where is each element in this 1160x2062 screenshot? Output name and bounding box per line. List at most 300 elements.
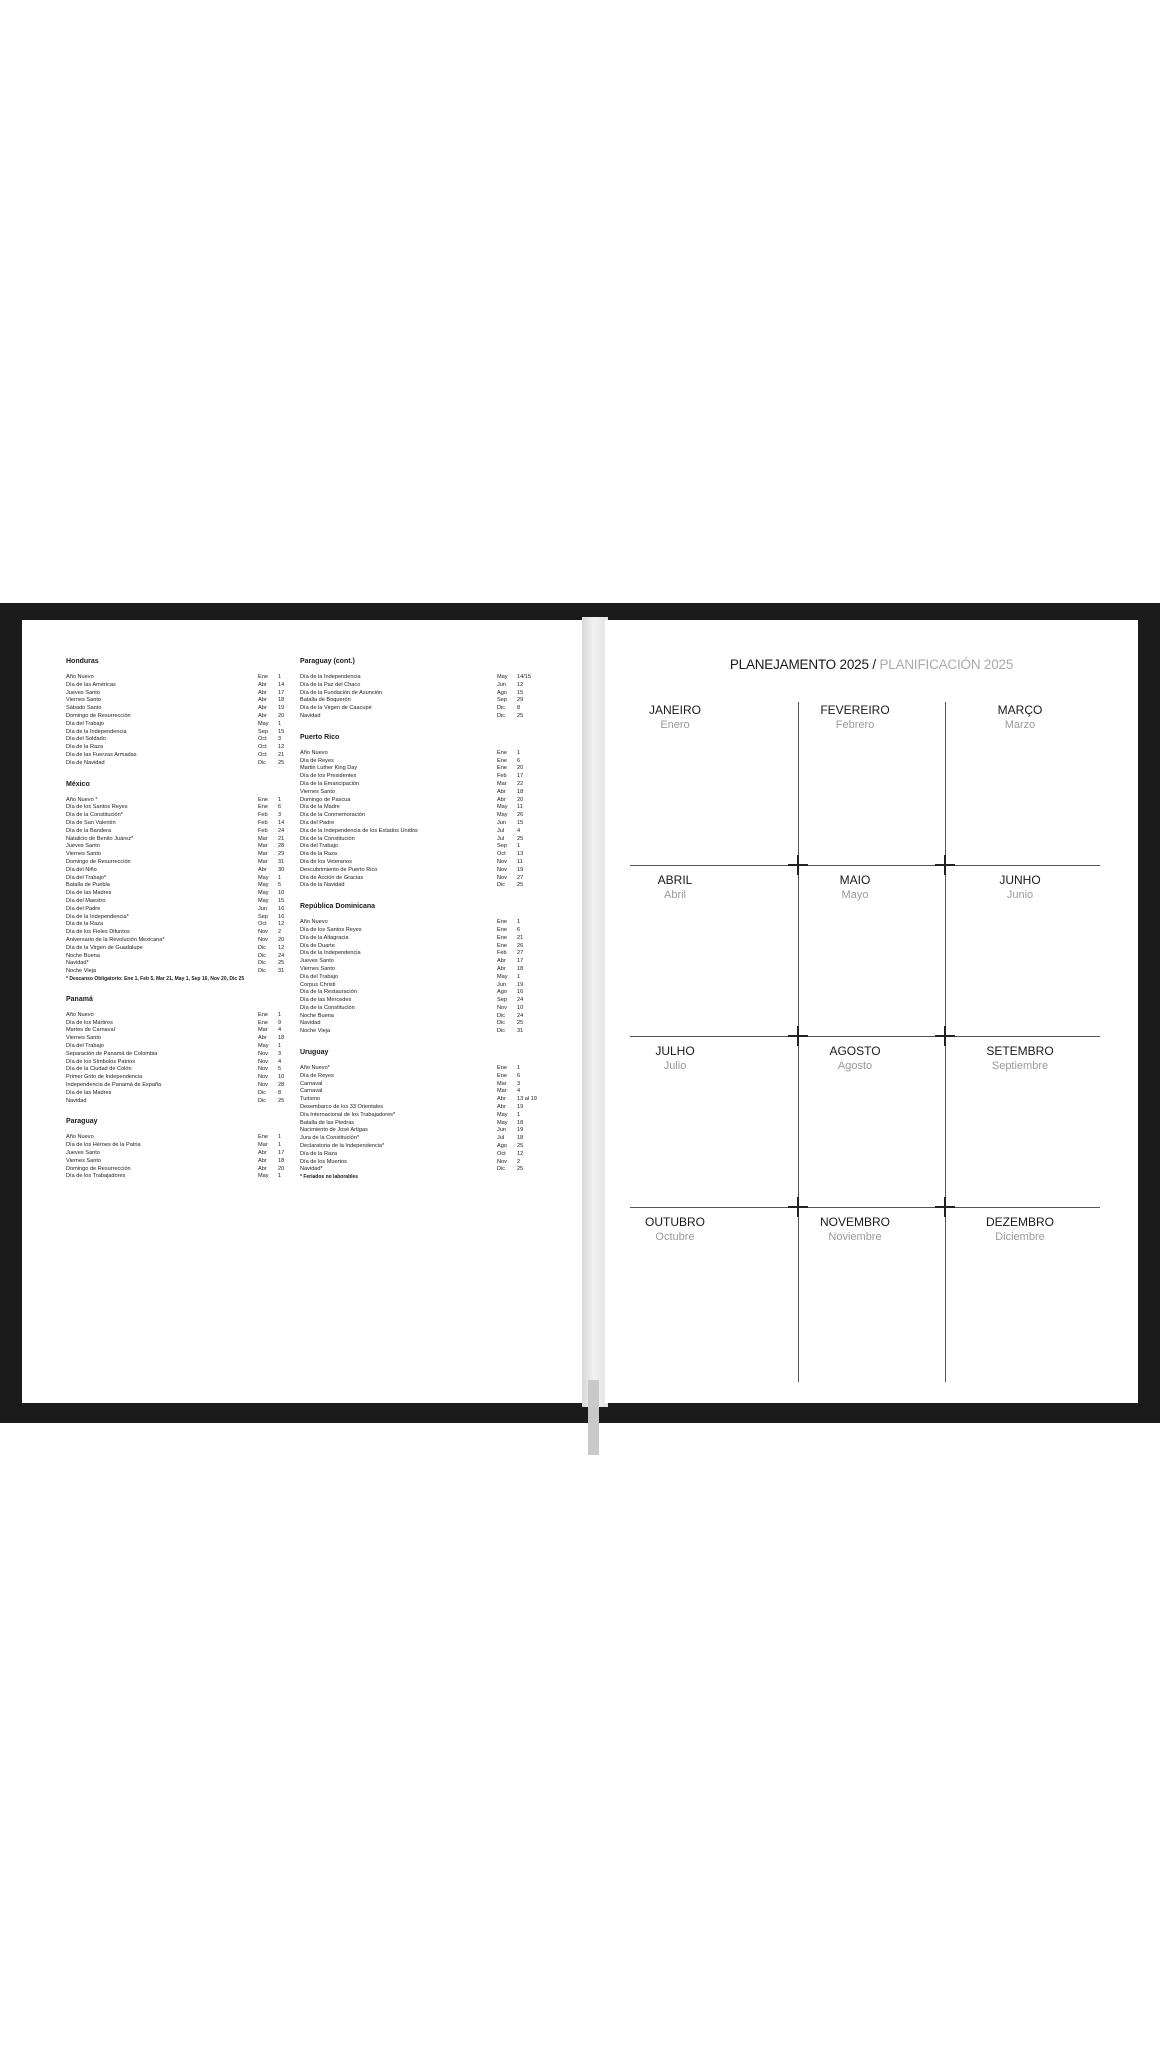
holiday-day: 25 bbox=[517, 1143, 524, 1150]
month-name-pt: MAIO bbox=[839, 873, 871, 887]
holiday-day: 6 bbox=[517, 926, 521, 933]
holiday-name: Noche Buena bbox=[66, 952, 100, 959]
holiday-name: Día de la Independencia de los Estados Unidos bbox=[300, 827, 418, 834]
holiday-name: Día del Padre bbox=[300, 819, 335, 826]
holiday-day: 24 bbox=[278, 827, 285, 834]
holiday-name: Día de la Ciudad de Colón bbox=[66, 1066, 132, 1073]
holiday-month: Mar bbox=[258, 851, 268, 858]
holiday-row bbox=[66, 760, 296, 768]
holiday-name: Día del Trabajo bbox=[300, 843, 338, 850]
holiday-row bbox=[66, 953, 296, 961]
holiday-name: Martin Luther King Day bbox=[300, 765, 358, 772]
holiday-name: Domingo de Resurrección bbox=[66, 858, 131, 865]
holiday-day: 2 bbox=[278, 929, 282, 936]
holiday-row bbox=[300, 1013, 535, 1021]
holiday-name: Descubrimiento de Puerto Rico bbox=[300, 866, 378, 873]
holiday-name: Día de los Fieles Difuntos bbox=[66, 929, 130, 936]
holiday-month: Oct bbox=[258, 751, 267, 758]
holiday-name: Día de la Raza bbox=[66, 744, 104, 751]
holiday-month: Mar bbox=[497, 1080, 507, 1087]
country-title: Honduras bbox=[66, 658, 99, 665]
holiday-row bbox=[66, 1166, 296, 1174]
holiday-name: Día de los Muertos bbox=[300, 1158, 347, 1165]
holiday-row bbox=[300, 804, 535, 812]
month-name-es: Abril bbox=[663, 889, 686, 901]
holiday-name: Jueves Santo bbox=[66, 689, 100, 696]
holiday-month: May bbox=[497, 804, 508, 811]
holiday-row bbox=[66, 937, 296, 945]
holiday-row bbox=[66, 960, 296, 968]
holiday-name: Día de los Trabajadores bbox=[66, 1173, 126, 1180]
holiday-day: 20 bbox=[517, 765, 524, 772]
holiday-day: 8 bbox=[278, 1089, 282, 1096]
holiday-month: Ene bbox=[258, 804, 268, 811]
holiday-month: Dic bbox=[258, 944, 267, 951]
holiday-month: Jul bbox=[497, 827, 505, 834]
month-name-es: Diciembre bbox=[995, 1231, 1045, 1243]
holiday-row bbox=[66, 721, 296, 729]
holiday-month: Dic bbox=[258, 960, 267, 967]
holiday-month: Abr bbox=[258, 705, 267, 712]
holiday-row bbox=[300, 989, 535, 997]
holiday-row bbox=[66, 1150, 296, 1158]
holiday-day: 29 bbox=[278, 851, 285, 858]
holiday-name: Declaratoria de la Independencia* bbox=[300, 1143, 385, 1150]
holiday-row bbox=[66, 929, 296, 937]
holiday-name: Día Internacional de los Trabajadores* bbox=[300, 1111, 396, 1118]
holiday-month: May bbox=[497, 1111, 508, 1118]
holiday-month: May bbox=[258, 874, 269, 881]
holiday-row bbox=[66, 752, 296, 760]
holiday-name: Día de la Independencia bbox=[300, 674, 361, 680]
holiday-month: Nov bbox=[258, 1050, 268, 1057]
holiday-day: 1 bbox=[278, 1142, 282, 1149]
holiday-name: Día de Duarte bbox=[300, 942, 335, 949]
holiday-name: Navidad* bbox=[300, 1166, 323, 1173]
holiday-day: 13 bbox=[517, 851, 524, 858]
holiday-day: 18 bbox=[278, 1035, 285, 1042]
holiday-row bbox=[66, 1020, 296, 1028]
holiday-name: Viernes Santo bbox=[66, 1157, 102, 1164]
month-cell bbox=[945, 702, 1095, 732]
holiday-month: Ene bbox=[497, 942, 507, 949]
grid-divider-horizontal bbox=[630, 865, 1100, 866]
holiday-name: Año Nuevo bbox=[66, 1134, 94, 1141]
holiday-name: Día de la Raza bbox=[66, 921, 104, 928]
holiday-name: Natalicio de Benito Juárez* bbox=[66, 835, 134, 842]
holiday-row bbox=[300, 773, 535, 781]
holiday-name: Día de la Independencia bbox=[300, 950, 361, 957]
holiday-row bbox=[300, 765, 535, 773]
holiday-name: Año Nuevo bbox=[66, 674, 94, 680]
holiday-month: May bbox=[497, 973, 508, 980]
holiday-row bbox=[66, 705, 296, 713]
holiday-name: Día del Niño bbox=[66, 866, 97, 873]
holiday-month: Nov bbox=[258, 1058, 268, 1065]
holiday-row bbox=[300, 843, 535, 851]
month-cell bbox=[945, 1214, 1095, 1244]
holiday-name: Día de las Américas bbox=[66, 681, 116, 688]
holiday-name: Domingo de Resurrección bbox=[66, 712, 131, 719]
holiday-note: * Descanso Obligatorio: Ene 1, Feb 5, Mar 21, May 1, Sep 16, Nov 20, Dic 25 bbox=[66, 975, 245, 982]
holiday-month: Nov bbox=[497, 866, 507, 873]
holiday-day: 15 bbox=[517, 689, 524, 696]
holiday-day: 27 bbox=[517, 950, 524, 957]
holiday-name: Aniversario de la Revolución Mexicana* bbox=[66, 936, 165, 943]
holiday-name: Nacimiento de José Artigas bbox=[300, 1127, 368, 1134]
holiday-day: 8 bbox=[517, 705, 521, 712]
holiday-month: Abr bbox=[497, 958, 506, 965]
holiday-section bbox=[66, 1117, 296, 1181]
holiday-row bbox=[300, 789, 535, 797]
holiday-day: 1 bbox=[278, 1011, 282, 1018]
holiday-day: 20 bbox=[517, 796, 524, 803]
holiday-day: 14/15 bbox=[517, 674, 531, 680]
holiday-row bbox=[66, 1027, 296, 1035]
month-name-es: Septiembre bbox=[991, 1060, 1049, 1072]
holiday-month: Abr bbox=[258, 1150, 267, 1157]
holiday-row bbox=[66, 674, 296, 682]
holiday-name: Día de los Héroes de la Patria bbox=[66, 1142, 141, 1149]
holiday-name: Batalla de Puebla bbox=[66, 882, 110, 889]
holiday-name: Año Nuevo bbox=[66, 1011, 94, 1018]
holiday-row bbox=[300, 1166, 535, 1174]
holiday-name: Domingo de Resurrección bbox=[66, 1165, 131, 1172]
holiday-month: Mar bbox=[497, 1088, 507, 1095]
holiday-name: Jueves Santo bbox=[300, 958, 334, 965]
holiday-month: Oct bbox=[258, 744, 267, 751]
holiday-name: Viernes Santo bbox=[300, 788, 336, 795]
holiday-row bbox=[300, 674, 535, 682]
holiday-month: Abr bbox=[258, 866, 267, 873]
holiday-name: Día de Reyes bbox=[300, 757, 334, 764]
holiday-name: Día de la Virgen de Guadalupe bbox=[66, 944, 143, 951]
month-name-pt: ABRIL bbox=[657, 873, 693, 887]
holiday-month: Jun bbox=[497, 681, 507, 688]
holiday-day: 17 bbox=[517, 958, 524, 965]
holiday-row bbox=[66, 1051, 296, 1059]
holiday-row bbox=[66, 682, 296, 690]
holiday-month: May bbox=[258, 1173, 269, 1180]
holiday-month: Mar bbox=[497, 780, 507, 787]
holiday-month: Nov bbox=[497, 1004, 507, 1011]
holiday-row bbox=[300, 974, 535, 982]
holiday-row bbox=[66, 713, 296, 721]
holiday-day: 17 bbox=[517, 773, 524, 780]
holiday-row bbox=[300, 1096, 535, 1104]
month-cell bbox=[600, 1214, 750, 1244]
holiday-month: Ene bbox=[258, 1011, 268, 1018]
holiday-name: Jura de la Constitución* bbox=[300, 1135, 360, 1142]
holiday-month: Sep bbox=[497, 843, 507, 850]
holiday-name: Día del Trabajo bbox=[66, 1043, 104, 1050]
holiday-day: 20 bbox=[278, 1165, 285, 1172]
holiday-day: 22 bbox=[517, 780, 524, 787]
holiday-month: Dic bbox=[497, 1012, 506, 1019]
month-cell bbox=[945, 872, 1095, 902]
holiday-month: Ene bbox=[497, 749, 507, 756]
holiday-name: Día de la Virgen de Caacupé bbox=[300, 705, 372, 712]
holiday-month: Nov bbox=[497, 874, 507, 881]
holiday-section bbox=[66, 780, 296, 983]
holiday-name: Primer Grito de Independencia bbox=[66, 1074, 143, 1081]
holiday-name: Navidad bbox=[300, 1020, 321, 1027]
month-name-es: Agosto bbox=[837, 1060, 873, 1072]
holiday-day: 18 bbox=[517, 1119, 524, 1126]
holiday-day: 3 bbox=[278, 812, 282, 819]
holiday-day: 3 bbox=[278, 1050, 282, 1057]
holiday-row bbox=[300, 690, 535, 698]
month-name-es: Octubre bbox=[655, 1231, 695, 1243]
holiday-name: Noche Vieja bbox=[66, 968, 97, 975]
holiday-row bbox=[300, 1120, 535, 1128]
holiday-row bbox=[300, 1143, 535, 1151]
holiday-name: Día de los Santos Reyes bbox=[300, 926, 362, 933]
holiday-name: Día de la Navidad bbox=[300, 882, 345, 889]
holiday-name: Día de los Veteranos bbox=[300, 858, 352, 865]
holiday-day: 4 bbox=[517, 1088, 521, 1095]
holiday-month: May bbox=[258, 897, 269, 904]
holiday-name: Día de la Paz del Chaco bbox=[300, 681, 361, 688]
holiday-month: Mar bbox=[258, 843, 268, 850]
holiday-month: Oct bbox=[497, 851, 506, 858]
holiday-row bbox=[300, 958, 535, 966]
holiday-month: Dic bbox=[258, 759, 267, 766]
month-name-pt: OUTUBRO bbox=[645, 1215, 705, 1229]
grid-divider-horizontal bbox=[630, 1036, 1100, 1037]
holiday-day: 5 bbox=[278, 882, 282, 889]
holiday-day: 20 bbox=[278, 936, 285, 943]
holiday-row bbox=[66, 1059, 296, 1067]
holiday-day: 19 bbox=[517, 981, 524, 988]
holiday-row bbox=[300, 812, 535, 820]
holiday-month: May bbox=[258, 1043, 269, 1050]
holiday-day: 12 bbox=[278, 921, 285, 928]
holiday-day: 26 bbox=[517, 942, 524, 949]
holiday-name: Día de San Valentín bbox=[66, 819, 116, 826]
holiday-name: Día de la Constitución bbox=[300, 1004, 355, 1011]
holiday-row bbox=[66, 736, 296, 744]
holiday-name: Día de los Presidentes bbox=[300, 773, 357, 780]
holiday-day: 25 bbox=[278, 1097, 285, 1104]
holiday-row bbox=[66, 914, 296, 922]
holiday-day: 13 al 19 bbox=[517, 1096, 537, 1103]
holiday-day: 17 bbox=[278, 689, 285, 696]
holiday-row bbox=[66, 1035, 296, 1043]
holiday-day: 24 bbox=[278, 952, 285, 959]
holiday-row bbox=[66, 843, 296, 851]
holiday-row bbox=[66, 820, 296, 828]
holiday-row bbox=[300, 836, 535, 844]
holiday-row bbox=[66, 1082, 296, 1090]
holiday-name: Año Nuevo bbox=[300, 749, 328, 756]
month-cell bbox=[945, 1043, 1095, 1073]
holiday-row bbox=[66, 882, 296, 890]
holiday-row bbox=[66, 828, 296, 836]
holiday-row bbox=[66, 812, 296, 820]
holiday-name: Independencia de Panamá de España bbox=[66, 1082, 162, 1089]
holiday-day: 1 bbox=[517, 749, 521, 756]
holiday-month: Ene bbox=[497, 934, 507, 941]
holiday-day: 1 bbox=[517, 1111, 521, 1118]
month-name-es: Febrero bbox=[835, 719, 875, 731]
holiday-month: Nov bbox=[258, 1082, 268, 1089]
holidays-page bbox=[22, 620, 585, 1403]
month-name-es: Junio bbox=[1006, 889, 1034, 901]
holiday-row bbox=[300, 882, 535, 890]
holiday-row bbox=[300, 1073, 535, 1081]
holiday-row bbox=[66, 729, 296, 737]
holiday-month: Abr bbox=[497, 965, 506, 972]
holiday-day: 1 bbox=[517, 1065, 521, 1072]
holiday-month: Mar bbox=[258, 858, 268, 865]
holidays-column-b bbox=[300, 657, 535, 1193]
holiday-row bbox=[300, 705, 535, 713]
holiday-name: Día de Navidad bbox=[66, 759, 105, 766]
holiday-month: Feb bbox=[497, 773, 507, 780]
holiday-name: Jueves Santo bbox=[66, 843, 100, 850]
holiday-month: Nov bbox=[258, 929, 268, 936]
holiday-row bbox=[300, 966, 535, 974]
holiday-month: Dic bbox=[497, 1166, 506, 1173]
holiday-name: Día de la Constitución bbox=[300, 835, 355, 842]
holiday-day: 4 bbox=[517, 827, 521, 834]
holiday-name: Día de la Independencia bbox=[66, 728, 127, 735]
holiday-month: Abr bbox=[497, 1096, 506, 1103]
holiday-day: 5 bbox=[278, 1066, 282, 1073]
holiday-row bbox=[66, 945, 296, 953]
holiday-row bbox=[66, 697, 296, 705]
holiday-month: Sep bbox=[497, 697, 507, 704]
holiday-month: Dic bbox=[258, 952, 267, 959]
holiday-name: Día del Padre bbox=[66, 905, 101, 912]
holiday-name: Día de la Independencia* bbox=[66, 913, 129, 920]
holiday-month: Oct bbox=[258, 736, 267, 743]
holiday-month: Abr bbox=[258, 689, 267, 696]
holiday-month: Abr bbox=[258, 1157, 267, 1164]
holiday-day: 3 bbox=[278, 736, 282, 743]
holiday-day: 6 bbox=[517, 757, 521, 764]
holiday-month: Abr bbox=[497, 796, 506, 803]
holiday-day: 19 bbox=[517, 1104, 524, 1111]
holiday-name: Día del Trabajo bbox=[66, 720, 104, 727]
holiday-month: Jun bbox=[497, 819, 507, 826]
holiday-day: 16 bbox=[278, 905, 285, 912]
month-name-pt: AGOSTO bbox=[829, 1044, 881, 1058]
holiday-row bbox=[300, 697, 535, 705]
holiday-row bbox=[66, 859, 296, 867]
holiday-row bbox=[300, 851, 535, 859]
holiday-row bbox=[66, 1043, 296, 1051]
holiday-day: 16 bbox=[517, 989, 524, 996]
holiday-day: 31 bbox=[278, 968, 285, 975]
holiday-day: 21 bbox=[517, 934, 524, 941]
holiday-day: 20 bbox=[278, 712, 285, 719]
holiday-section bbox=[300, 902, 535, 1036]
holiday-day: 16 bbox=[278, 913, 285, 920]
holiday-name: Día del Maestro bbox=[66, 897, 106, 904]
holiday-row bbox=[300, 927, 535, 935]
month-cell bbox=[600, 1043, 750, 1073]
holiday-row bbox=[66, 797, 296, 805]
holiday-month: Abr bbox=[258, 697, 267, 704]
holiday-month: Ene bbox=[258, 1134, 268, 1141]
holiday-day: 18 bbox=[517, 1135, 524, 1142]
planning-title-pt: PLANEJAMENTO 2025 bbox=[729, 657, 869, 672]
holiday-section bbox=[300, 657, 535, 721]
holiday-day: 12 bbox=[278, 744, 285, 751]
holiday-row bbox=[66, 690, 296, 698]
holiday-name: Día de la Bandera bbox=[66, 827, 112, 834]
holiday-day: 1 bbox=[278, 1043, 282, 1050]
holiday-month: Nov bbox=[497, 1158, 507, 1165]
holiday-day: 18 bbox=[278, 1157, 285, 1164]
holiday-month: Jun bbox=[497, 1127, 507, 1134]
country-title: Uruguay bbox=[300, 1049, 329, 1057]
holiday-month: Ene bbox=[497, 919, 507, 926]
holiday-month: Dic bbox=[497, 882, 506, 889]
holiday-row bbox=[300, 1159, 535, 1167]
holiday-month: May bbox=[258, 882, 269, 889]
holiday-month: May bbox=[258, 720, 269, 727]
month-name-pt: SETEMBRO bbox=[986, 1044, 1054, 1058]
holiday-name: Desembarco de los 33 Orientales bbox=[300, 1104, 384, 1111]
month-cell bbox=[780, 872, 930, 902]
holiday-row bbox=[300, 875, 535, 883]
holiday-name: Día de las Mercedes bbox=[300, 997, 352, 1004]
holiday-name: Día de la Conmemoración bbox=[300, 812, 365, 819]
holiday-name: Día de la Altagracia bbox=[300, 934, 349, 941]
holiday-month: May bbox=[497, 1119, 508, 1126]
holiday-name: Año Nuevo* bbox=[300, 1065, 330, 1072]
holiday-day: 25 bbox=[517, 1020, 524, 1027]
holiday-row bbox=[66, 890, 296, 898]
holiday-name: Batalla de las Piedras bbox=[300, 1119, 355, 1126]
holiday-day: 12 bbox=[517, 681, 524, 688]
holiday-day: 24 bbox=[517, 997, 524, 1004]
holiday-name: Turismo bbox=[300, 1096, 320, 1103]
holiday-row bbox=[300, 982, 535, 990]
holiday-month: Sep bbox=[258, 728, 268, 735]
country-title: República Dominicana bbox=[300, 903, 376, 911]
month-name-es: Julio bbox=[663, 1060, 687, 1072]
holiday-month: Dic bbox=[258, 968, 267, 975]
holiday-day: 4 bbox=[278, 1027, 282, 1034]
holiday-month: Abr bbox=[258, 1165, 267, 1172]
holiday-row bbox=[300, 682, 535, 690]
holiday-row bbox=[300, 1088, 535, 1096]
holiday-month: Mar bbox=[258, 1027, 268, 1034]
holiday-day: 21 bbox=[278, 835, 285, 842]
holiday-name: Año Nuevo * bbox=[66, 796, 98, 803]
holiday-day: 25 bbox=[517, 1166, 524, 1173]
holiday-section bbox=[300, 1048, 535, 1181]
holiday-row bbox=[300, 1135, 535, 1143]
holiday-row bbox=[300, 750, 535, 758]
holiday-name: Día de los Santos Reyes bbox=[66, 804, 128, 811]
holiday-name: Viernes Santo bbox=[66, 1035, 102, 1042]
holiday-day: 27 bbox=[517, 874, 524, 881]
holiday-row bbox=[300, 797, 535, 805]
holiday-name: Día de la Raza bbox=[300, 1150, 338, 1157]
month-name-pt: MARÇO bbox=[997, 703, 1043, 717]
holiday-row bbox=[66, 1066, 296, 1074]
holiday-name: Día de la Madre bbox=[300, 804, 340, 811]
holiday-row bbox=[66, 921, 296, 929]
holiday-name: Viernes Santo bbox=[66, 851, 102, 858]
holiday-day: 26 bbox=[517, 812, 524, 819]
holiday-month: Feb bbox=[258, 819, 268, 826]
